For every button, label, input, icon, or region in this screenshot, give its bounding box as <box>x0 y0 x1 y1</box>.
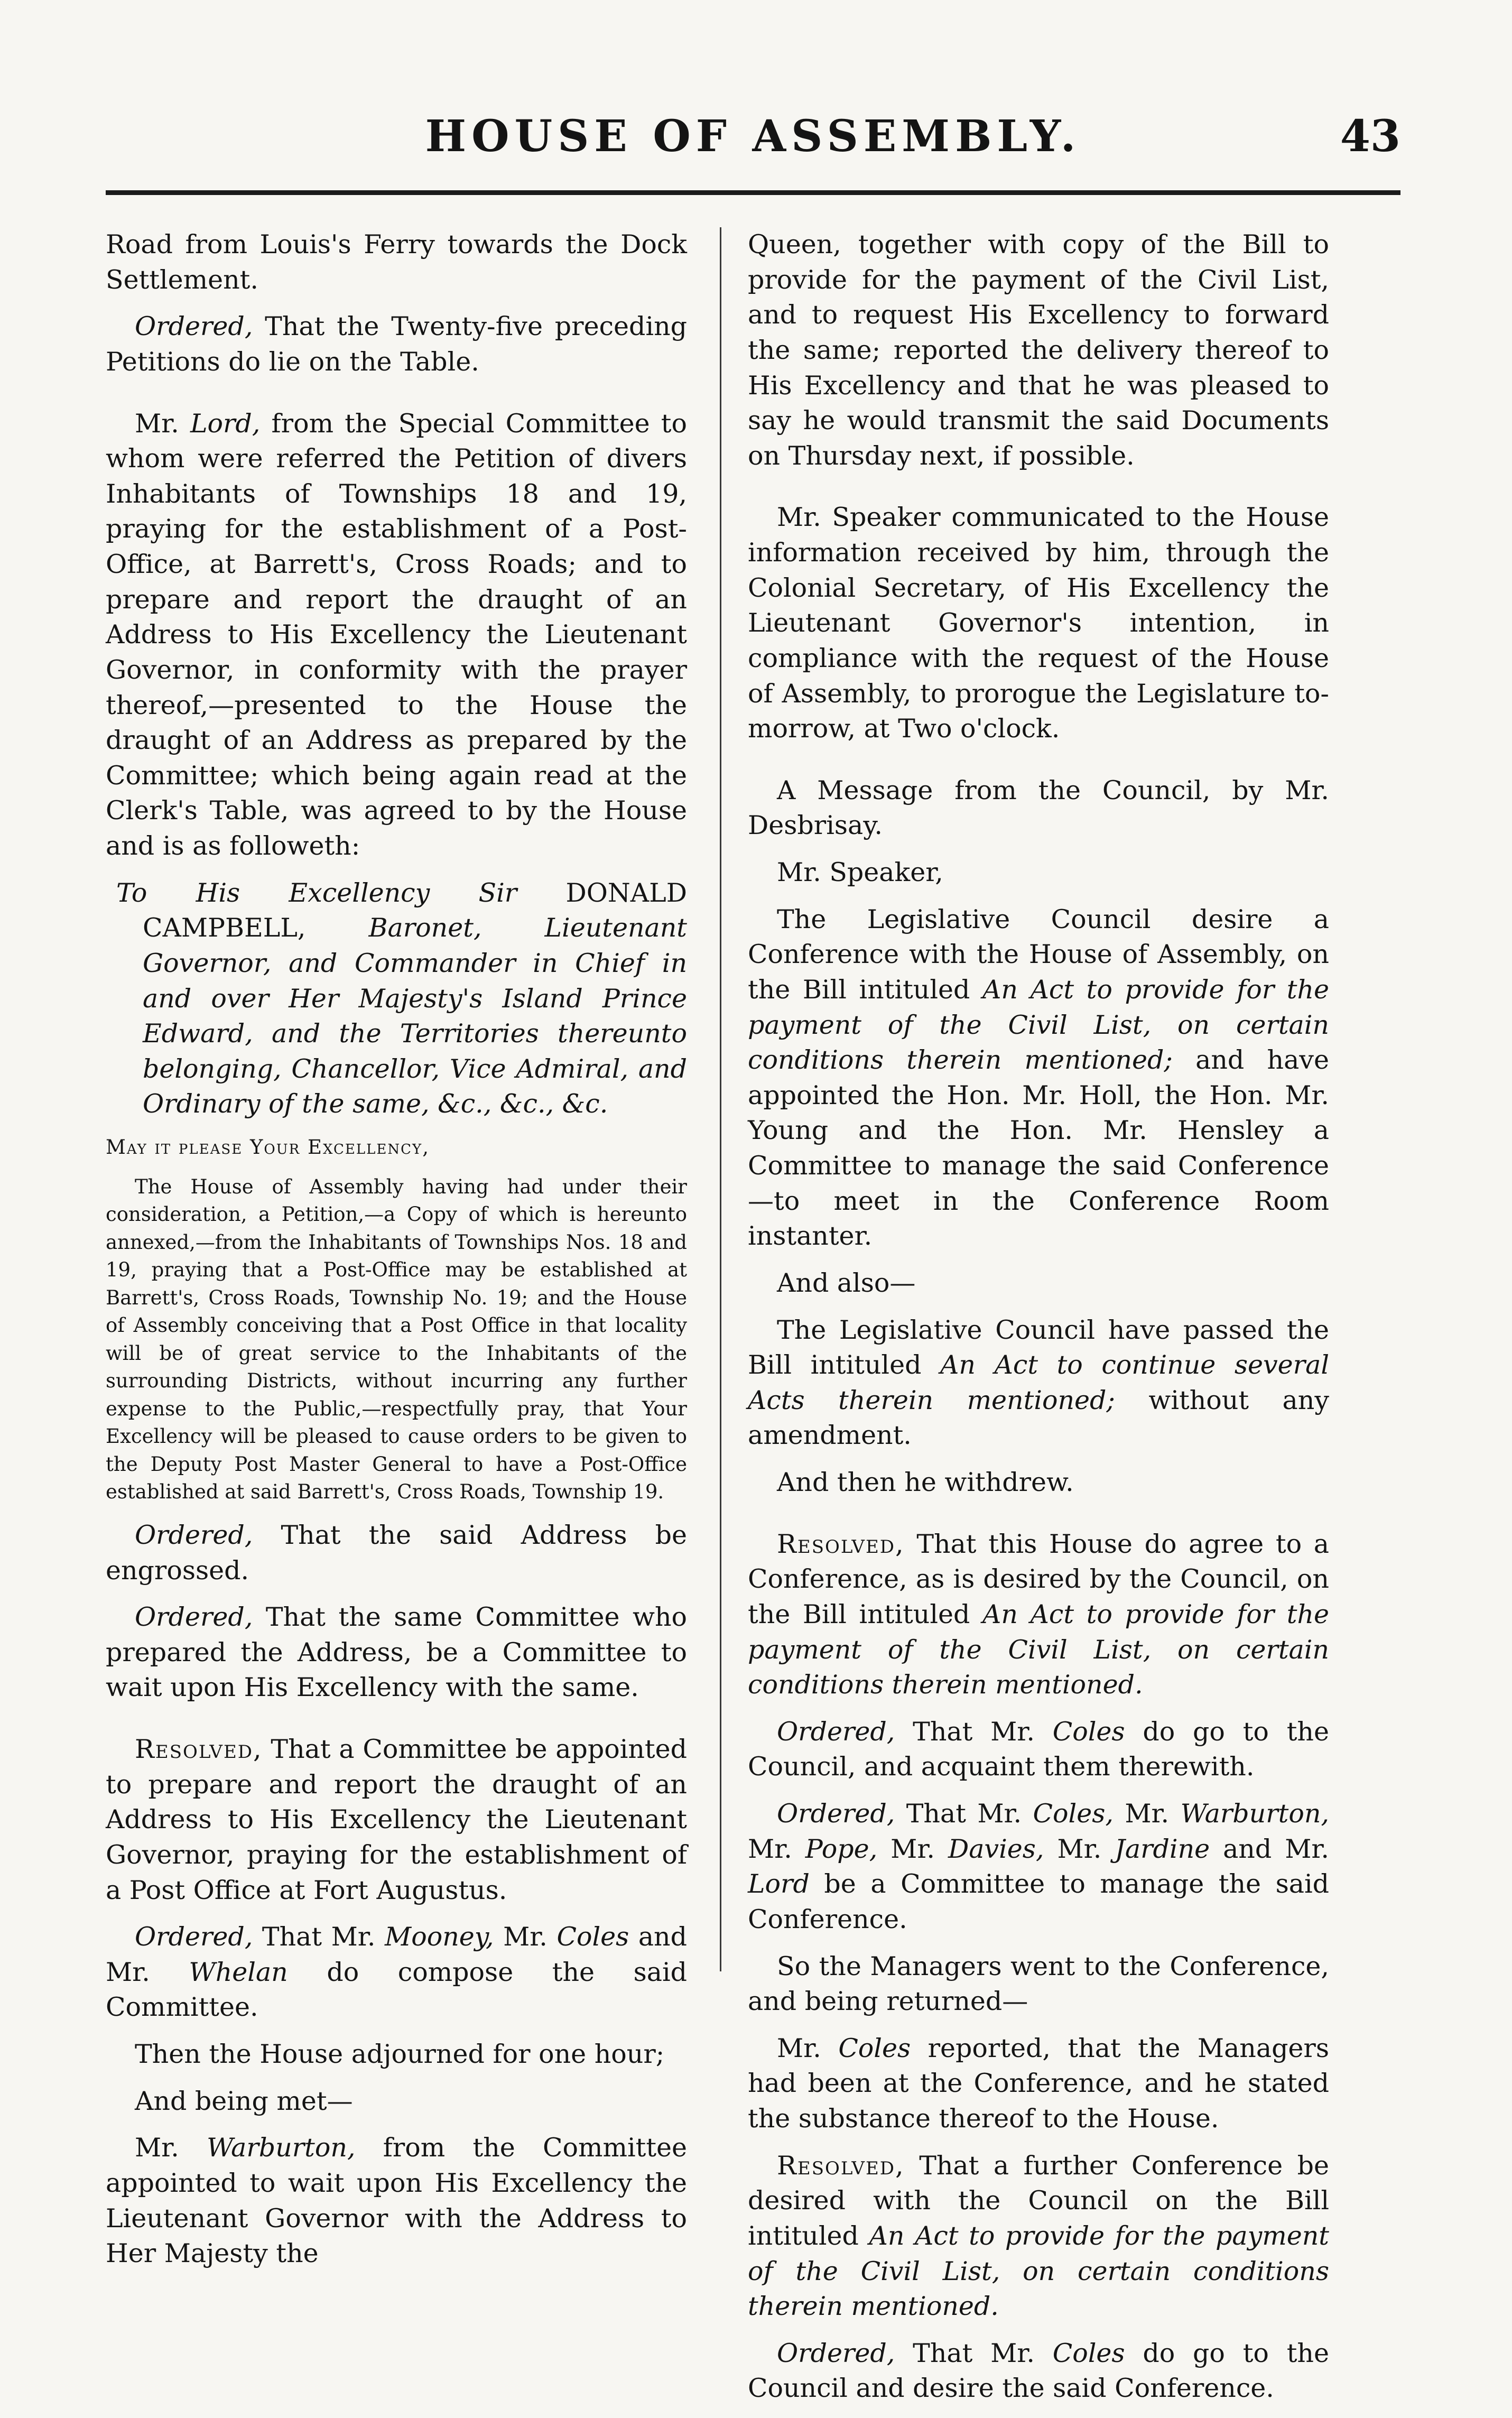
page-header <box>106 111 1400 185</box>
text: The Legislative Council have passed the Bill intituled <box>748 1314 1329 1381</box>
paragraph <box>106 227 687 298</box>
paragraph <box>106 1518 687 1588</box>
paragraph <box>106 1920 687 2025</box>
text: be a Committee to manage the said Conference. <box>748 1869 1329 1934</box>
paragraph <box>106 1732 687 1908</box>
text: Ordered, <box>135 1602 253 1633</box>
text: reported, that the Managers had been at the Conference, and he stated the substance thereof to the House. <box>748 2033 1330 2134</box>
text: An Act to provide for the payment of the Civil List, on certain conditions therein mentioned. <box>748 2220 1330 2322</box>
paragraph <box>106 2130 687 2272</box>
text: Baronet, Lieutenant Governor, and Commander in Chief in and over Her Majesty's Island Prince Edward, and the Territories thereunto belonging, Chancellor, Vice Admiral, and Ordinary of the same, &c., &c., &c. <box>143 913 687 1119</box>
paragraph <box>748 1465 1329 1500</box>
text: Davies, <box>948 1833 1044 1864</box>
paragraph <box>748 1266 1329 1301</box>
paragraph <box>748 227 1329 474</box>
address-body: The House of Assembly having had under their consideration, a Petition,—a Copy of which is hereunto annexed,—from the Inhabitants of Townships Nos. 18 and 19, praying that a Post-Office may be established at Barrett's, Cross Roads, Township No. 19; and the House of Assembly conceiving that a Post Office in that locality will be of great service to the Inhabitants of the surrounding Districts, without incurring any further expense to the Public,—respectfully pray, that Your Excellency will be pleased to cause orders to be given to the Deputy Post Master General to have a Post-Office established at said Barrett's, Cross Roads, Township 19. <box>106 1175 687 1504</box>
text: And also— <box>777 1267 916 1298</box>
header-rule <box>106 190 1400 195</box>
text: Mr. <box>1113 1799 1181 1829</box>
text: An Act to continue several Acts therein mentioned; <box>748 1350 1329 1415</box>
text: A Message from the Council, by Mr. Desbrisay. <box>748 775 1329 841</box>
text: and Mr. <box>106 1922 687 1987</box>
text: Mr. <box>877 1833 948 1864</box>
text: That a Committee be appointed to prepare and report the draught of an Address to His Excellency the Lieutenant Governor, praying for the establishment of a Post Office at Fort Augustus. <box>106 1734 687 1905</box>
text: from the Special Committee to whom were referred the Petition of divers Inhabitants of Townships 18 and 19, praying for the establishment of a Post-Office, at Barrett's, Cross Roads; and to prepare and report the draught of an Address to His Excellency the Lieutenant Governor, in conformity with the prayer thereof,—presented to the House the draught of an Address as prepared by the Committee; which being again read at the Clerk's Table, was agreed to by the House and is as followeth: <box>106 408 687 861</box>
text: That Mr. <box>253 1922 385 1952</box>
text: DONALD CAMPBELL, <box>143 877 687 943</box>
text: Mooney, <box>385 1922 494 1952</box>
text: Coles <box>1052 1716 1125 1747</box>
text: Resolved, <box>135 1734 263 1765</box>
text: Mr. <box>135 408 190 439</box>
text: That the same Committee who prepared the Address, be a Committee to wait upon His Excellency with the same. <box>106 1602 687 1703</box>
text: That a further Conference be desired with the Council on the Bill intituled <box>748 2150 1329 2251</box>
text: Mr. Speaker, <box>777 857 943 887</box>
paragraph <box>106 2084 687 2119</box>
paragraph <box>106 309 687 379</box>
text: Mr. <box>748 1833 805 1864</box>
paragraph <box>748 902 1329 1254</box>
paragraph <box>748 1796 1329 1938</box>
text: Coles <box>1052 2338 1125 2368</box>
text: Mr. <box>135 2133 207 2163</box>
text: Coles <box>838 2033 911 2063</box>
paragraph <box>748 1313 1329 1454</box>
salutation: May it please Your Excellency, <box>106 1136 430 1159</box>
text: Mr. <box>494 1922 557 1952</box>
text: That Mr. <box>895 2338 1053 2368</box>
paragraph <box>748 773 1329 844</box>
text: And then he withdrew. <box>777 1467 1074 1497</box>
paragraph <box>748 855 1329 891</box>
text: That Mr. <box>895 1799 1033 1829</box>
text: Warburton, <box>207 2133 356 2163</box>
column-divider <box>720 227 721 1971</box>
text: Pope, <box>805 1833 878 1864</box>
paragraph <box>748 1715 1329 1785</box>
text: Road from Louis's Ferry towards the Dock Settlement. <box>106 229 687 295</box>
text: That Mr. <box>895 1716 1053 1747</box>
left-column <box>106 227 687 2283</box>
paragraph <box>748 1527 1329 1703</box>
text: An Act to provide for the payment of the Civil List, on certain conditions therein mentioned; <box>748 974 1329 1076</box>
text: Mr. <box>1044 1833 1115 1864</box>
address-superscription <box>106 876 687 1122</box>
text: Ordered, <box>777 1799 895 1829</box>
text: Mr. <box>777 2033 839 2063</box>
text: Jardine <box>1115 1833 1210 1864</box>
text: and Mr. <box>1210 1833 1329 1864</box>
text: That the Twenty-five preceding Petitions do lie on the Table. <box>106 311 687 377</box>
text: Warburton, <box>1180 1799 1329 1829</box>
text: Ordered, <box>135 1922 253 1952</box>
paragraph <box>106 406 687 864</box>
text: And being met— <box>135 2086 353 2116</box>
text: Coles <box>556 1922 629 1952</box>
text: Whelan <box>189 1957 288 1987</box>
paragraph <box>106 2037 687 2072</box>
text: Resolved, <box>777 2150 905 2181</box>
page-number: 43 <box>1340 111 1400 162</box>
text: without any amendment. <box>748 1385 1329 1451</box>
text: Ordered, <box>135 1520 253 1550</box>
text: do compose the said Committee. <box>106 1957 687 2023</box>
text: Lord, <box>190 408 261 439</box>
text: Resolved, <box>777 1528 905 1559</box>
text: Queen, together with copy of the Bill to provide for the payment of the Civil List, and to request His Excellency to forward the same; reported the delivery thereof to His Excellency and that he was pleased to say he would transmit the said Documents on Thursday next, if possible. <box>748 229 1329 471</box>
text: That the said Address be engrossed. <box>106 1520 687 1586</box>
text: do go to the Council and desire the said Conference. <box>748 2338 1329 2404</box>
text: To His Excellency Sir <box>116 877 566 908</box>
text: do go to the Council, and acquaint them therewith. <box>748 1716 1329 1782</box>
paragraph <box>748 1949 1329 2019</box>
text: Mr. Speaker communicated to the House information received by him, through the Colonial Secretary, of His Excellency the Lieutenant Governor's intention, in compliance with the request of the House of Assembly, to prorogue the Legislature to-morrow, at Two o'clock. <box>748 502 1329 744</box>
running-head: HOUSE OF ASSEMBLY. <box>425 111 1081 162</box>
paragraph <box>748 2336 1329 2406</box>
text: Ordered, <box>777 2338 895 2368</box>
paragraph <box>748 2148 1329 2324</box>
paragraph <box>106 1600 687 1706</box>
text: Ordered, <box>135 311 253 342</box>
text: The Legislative Council desire a Conference with the House of Assembly, on the Bill intituled <box>748 904 1329 1005</box>
text: Lord <box>748 1869 810 1900</box>
text: Then the House adjourned for one hour; <box>135 2039 665 2070</box>
text: and have appointed the Hon. Mr. Holl, the Hon. Mr. Young and the Hon. Mr. Hensley a Committee to manage the said Conference —to meet in the Conference Room instanter. <box>748 1045 1329 1252</box>
paragraph <box>748 2031 1329 2137</box>
text: An Act to provide for the payment of the Civil List, on certain conditions therein mentioned. <box>748 1599 1329 1700</box>
text: That this House do agree to a Conference, as is desired by the Council, on the Bill intituled <box>748 1528 1329 1629</box>
text: from the Committee appointed to wait upon His Excellency the Lieutenant Governor with the Address to Her Majesty the <box>106 2133 688 2269</box>
text: Coles, <box>1033 1799 1114 1829</box>
text: Ordered, <box>777 1716 895 1747</box>
right-column <box>748 227 1329 2418</box>
text: So the Managers went to the Conference, and being returned— <box>748 1951 1329 2017</box>
paragraph <box>748 500 1329 746</box>
